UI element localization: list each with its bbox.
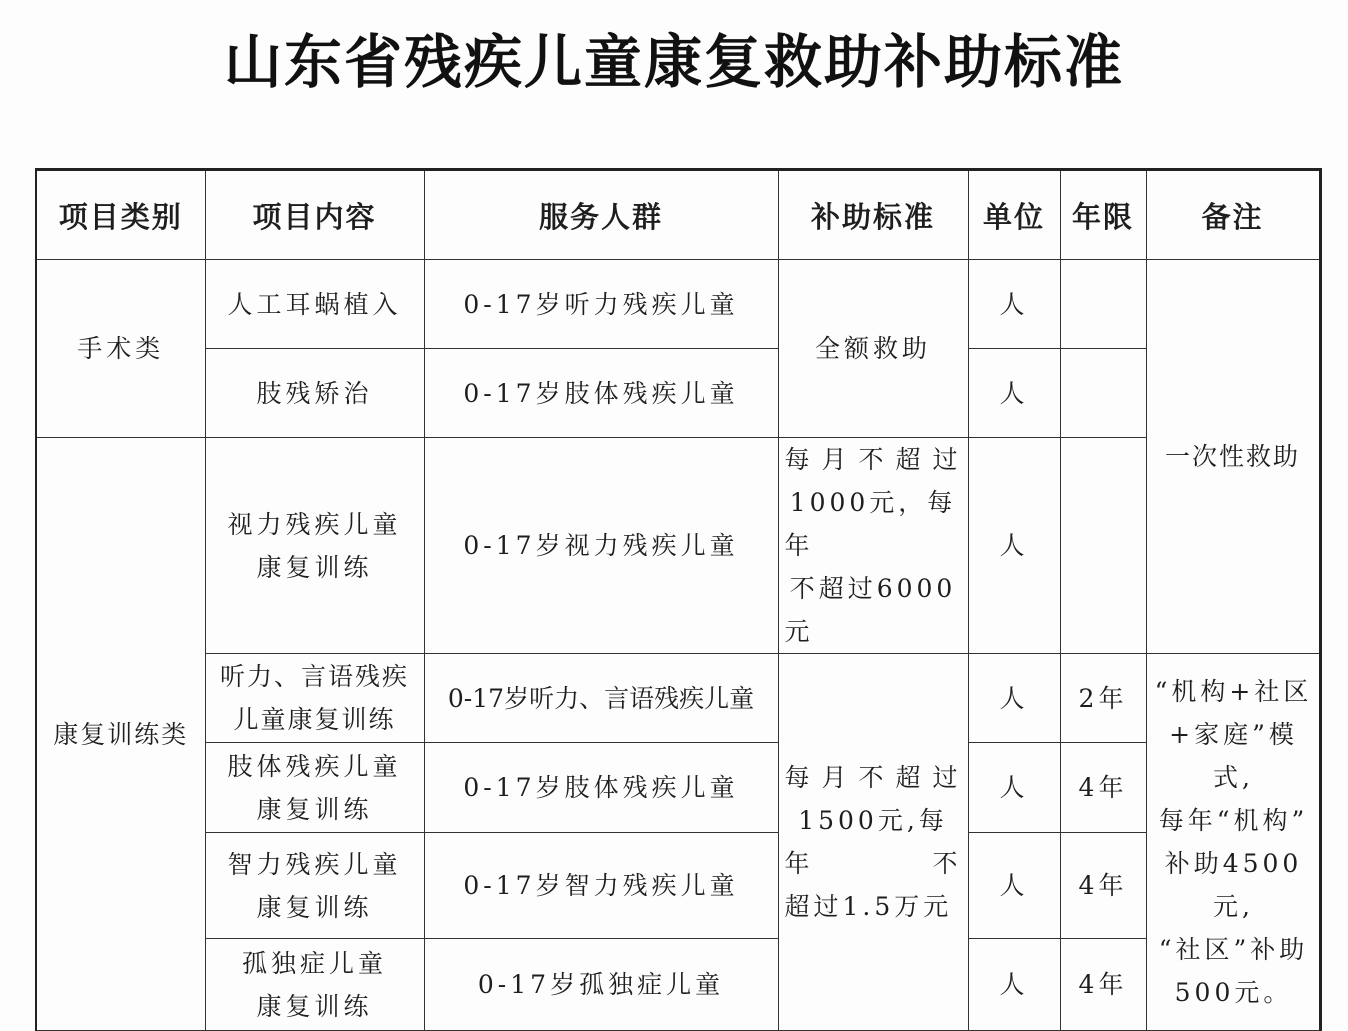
- standard-vision: [778, 438, 968, 654]
- table-row: [36, 939, 1320, 1031]
- note-line: “机构+社区: [1154, 677, 1313, 706]
- standard-surgery: 全额救助: [778, 260, 968, 438]
- content-line: 智力残疾儿童: [227, 849, 402, 879]
- service-group-cell: 0-17岁孤独症儿童: [424, 939, 778, 1031]
- table-header-row: [36, 170, 1320, 260]
- service-group-cell: 0-17岁肢体残疾儿童: [424, 349, 778, 438]
- page-title: 山东省残疾儿童康复救助补助标准: [223, 28, 1124, 96]
- content-line: 康复训练: [256, 794, 373, 824]
- standard-line: 超过1.5万元: [784, 892, 953, 921]
- service-group-cell: 0-17岁听力残疾儿童: [424, 260, 778, 349]
- content-line: 孤独症儿童: [241, 948, 387, 978]
- note-one-time: 一次性救助: [1146, 260, 1320, 654]
- service-group-cell: 0-17岁视力残疾儿童: [424, 438, 778, 654]
- standard-line: 每月不超过: [784, 763, 962, 792]
- years-cell: 2年: [1060, 654, 1146, 743]
- content-line: 听力、言语残疾: [219, 662, 409, 691]
- unit-cell: 人: [968, 743, 1060, 833]
- standard-line: 1000元，每年: [784, 488, 957, 560]
- table-row: [36, 833, 1320, 939]
- years-cell: [1060, 260, 1146, 349]
- header-standard: 补助标准: [778, 170, 968, 260]
- note-line: 每年“机构”: [1158, 806, 1309, 835]
- content-cell: [205, 743, 424, 833]
- note-line: 补助4500元,: [1164, 849, 1303, 921]
- standard-rehab: [778, 654, 968, 1031]
- content-line: 康复训练: [256, 552, 373, 582]
- content-line: 肢体残疾儿童: [227, 751, 402, 781]
- note-line: +家庭”模式,: [1169, 720, 1298, 792]
- content-cell: 人工耳蜗植入: [205, 260, 424, 349]
- years-cell: 4年: [1060, 833, 1146, 939]
- table-row: [36, 438, 1320, 654]
- years-cell: 4年: [1060, 939, 1146, 1031]
- content-cell: [205, 438, 424, 654]
- header-notes: 备注: [1146, 170, 1320, 260]
- standard-line: 1500元,每年不: [784, 806, 962, 878]
- table-row: [36, 743, 1320, 833]
- service-group-cell: 0-17岁听力、言语残疾儿童: [424, 654, 778, 743]
- years-cell: 4年: [1060, 743, 1146, 833]
- content-line: 康复训练: [256, 892, 373, 922]
- unit-cell: 人: [968, 349, 1060, 438]
- subsidy-standards-table: [35, 168, 1322, 1031]
- content-line: 视力残疾儿童: [227, 509, 402, 539]
- note-model: [1146, 654, 1320, 1031]
- content-cell: 肢残矫治: [205, 349, 424, 438]
- content-cell: [205, 654, 424, 743]
- service-group-cell: 0-17岁智力残疾儿童: [424, 833, 778, 939]
- table-row: [36, 349, 1320, 438]
- unit-cell: 人: [968, 939, 1060, 1031]
- content-line: 儿童康复训练: [233, 705, 396, 734]
- table-row: [36, 260, 1320, 349]
- category-rehab: 康复训练类: [36, 438, 205, 1031]
- header-content: 项目内容: [205, 170, 424, 260]
- service-group-cell: 0-17岁肢体残疾儿童: [424, 743, 778, 833]
- content-line: 康复训练: [256, 991, 373, 1021]
- header-years: 年限: [1060, 170, 1146, 260]
- category-surgery: 手术类: [36, 260, 205, 438]
- header-unit: 单位: [968, 170, 1060, 260]
- unit-cell: 人: [968, 438, 1060, 654]
- years-cell: [1060, 349, 1146, 438]
- note-line: 500元。: [1174, 978, 1293, 1007]
- unit-cell: 人: [968, 833, 1060, 939]
- header-service-group: 服务人群: [424, 170, 778, 260]
- unit-cell: 人: [968, 260, 1060, 349]
- header-category: 项目类别: [36, 170, 205, 260]
- years-cell: [1060, 438, 1146, 654]
- content-cell: [205, 939, 424, 1031]
- table-row: [36, 654, 1320, 743]
- standard-line: 每月不超过: [784, 445, 962, 474]
- unit-cell: 人: [968, 654, 1060, 743]
- standard-line: 不超过6000元: [784, 574, 957, 646]
- content-cell: [205, 833, 424, 939]
- note-line: “社区”补助: [1158, 935, 1309, 964]
